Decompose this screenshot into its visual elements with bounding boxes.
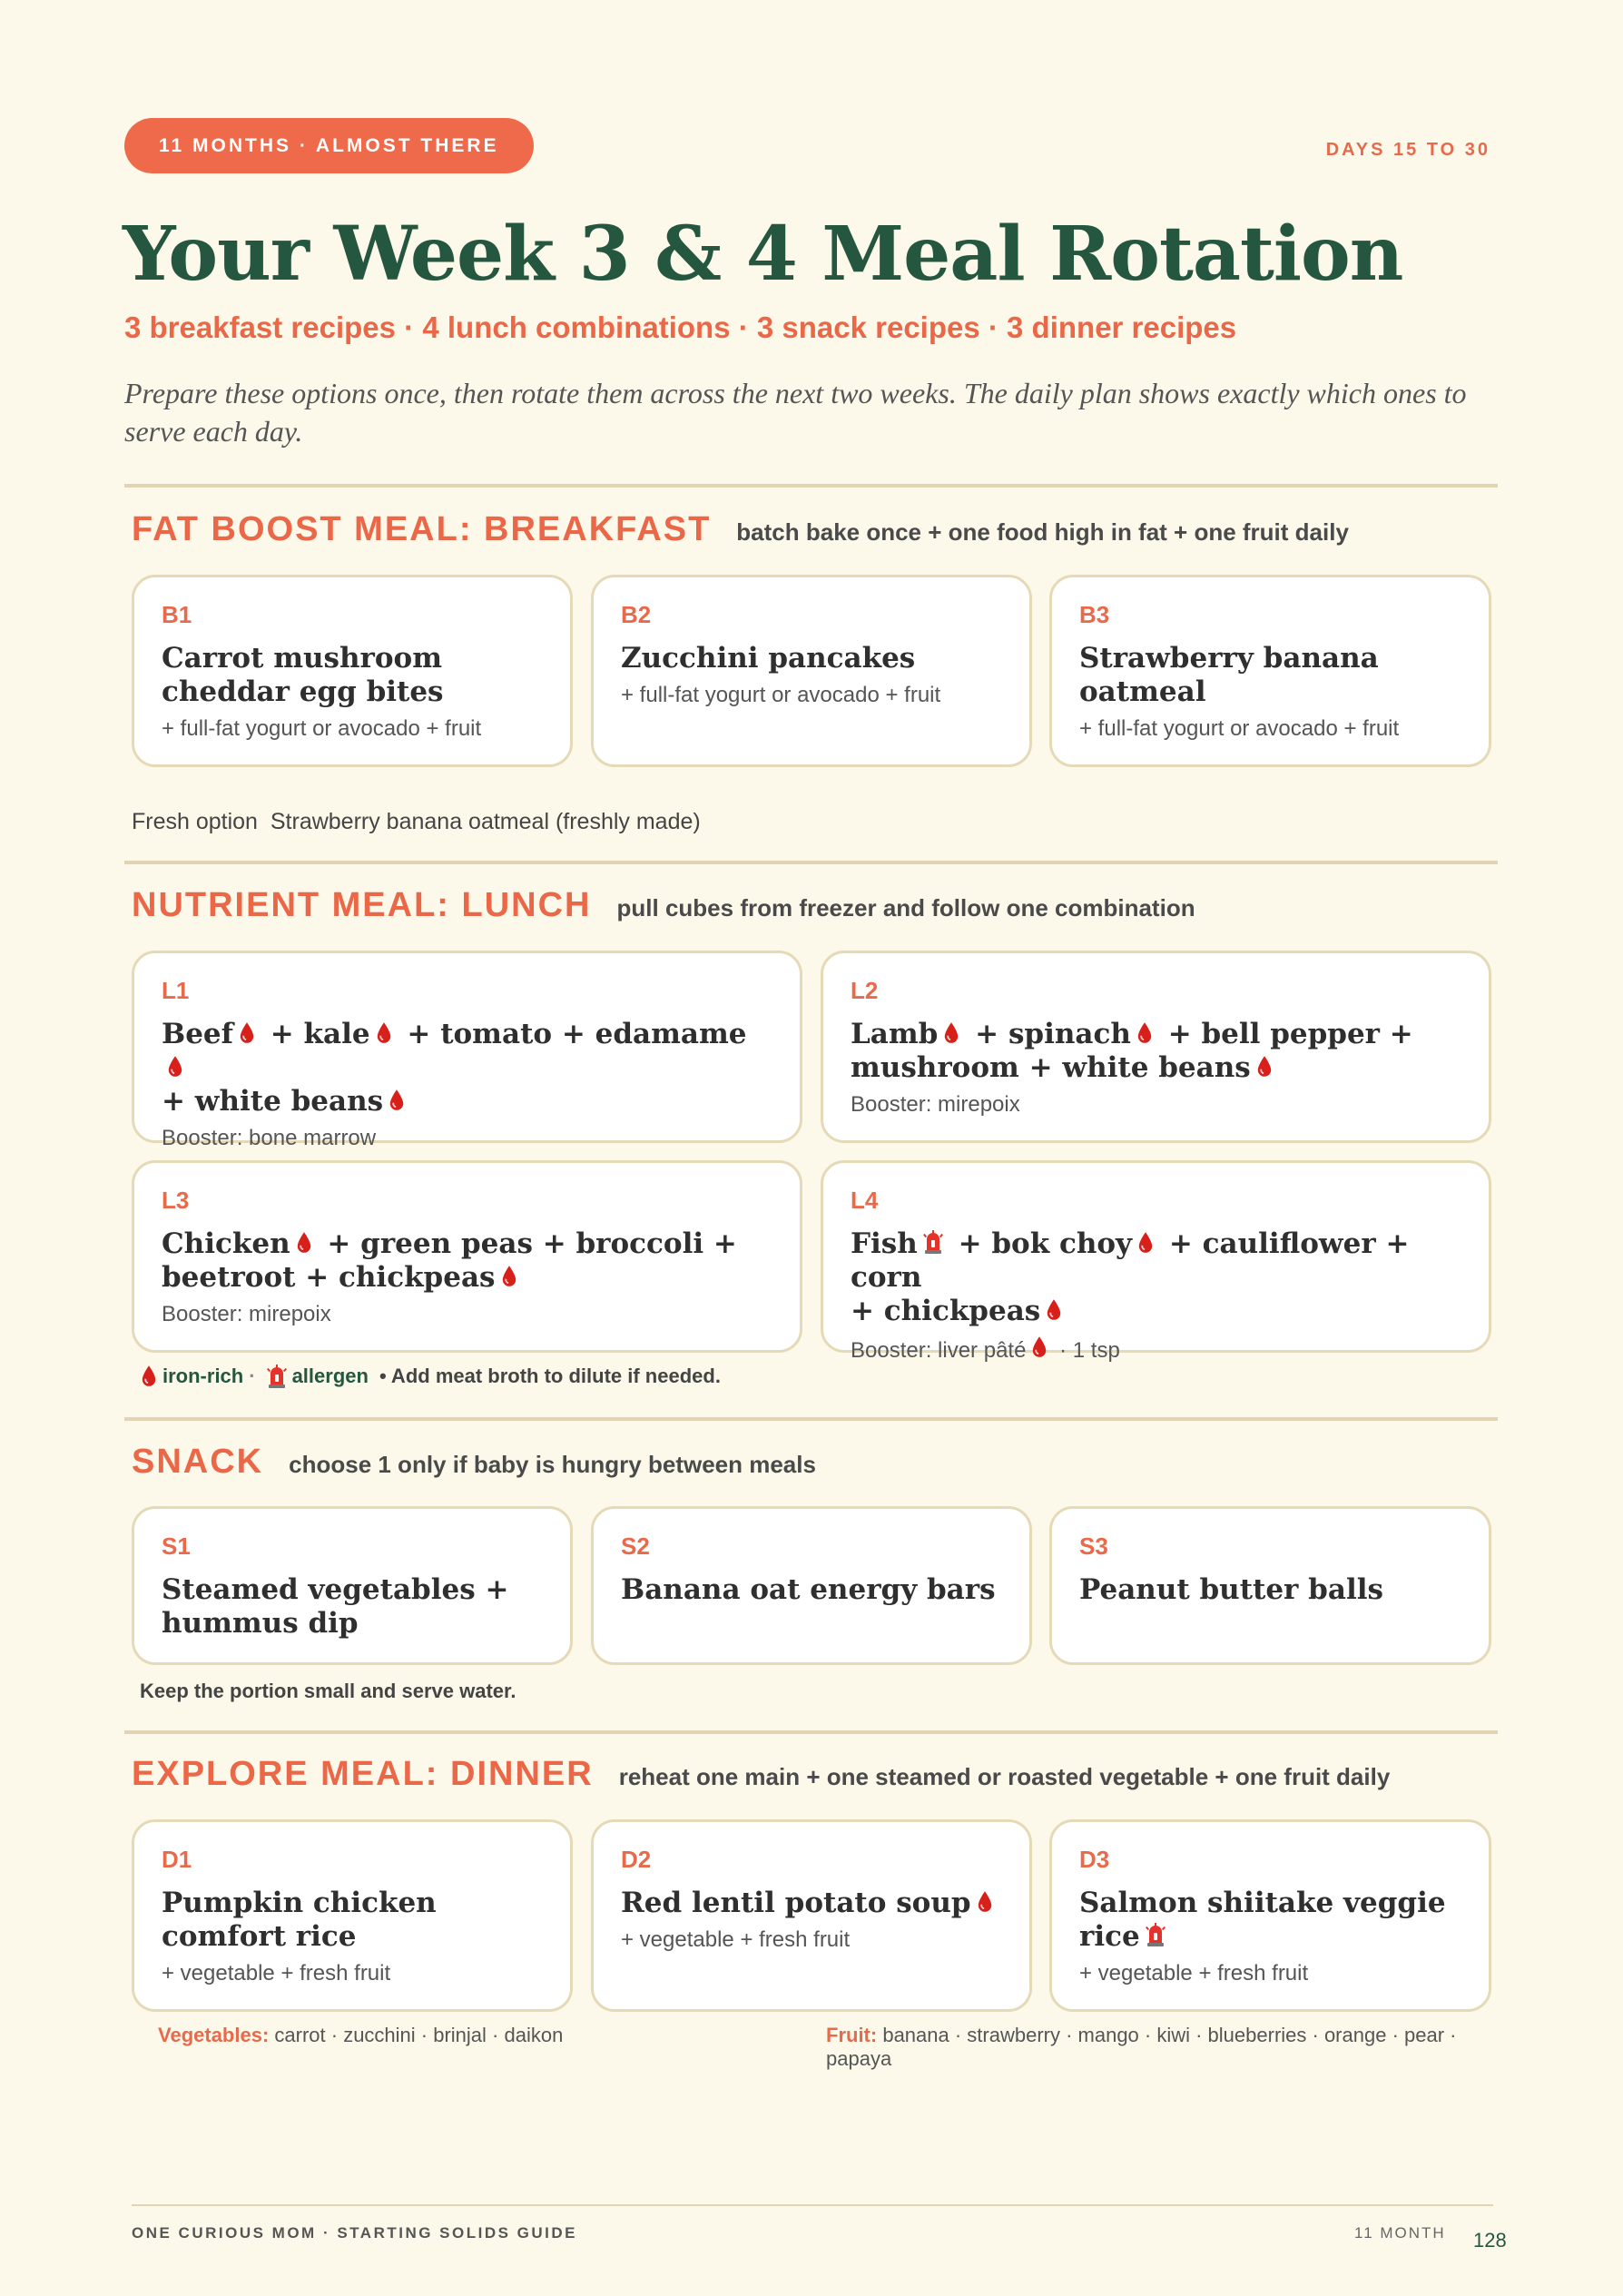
lunch-section-header [132,886,1195,925]
recipe-booster [851,1335,1461,1364]
ingredient: beetroot + chickpeas [162,1261,496,1294]
recipe-name [162,1018,772,1118]
recipe-extra: + full-fat yogurt or avocado + fruit [621,683,941,707]
allergen-alarm-icon [1146,1922,1166,1947]
ingredient: + cauliflower + corn [851,1227,1410,1294]
fresh-option-label: Fresh option [132,809,258,834]
booster-label: Booster: liver pâté [851,1338,1027,1363]
legend-separator: · [249,1365,256,1387]
recipe-extra: + full-fat yogurt or avocado + fruit [162,716,482,741]
recipe-name: Pumpkin chicken comfort rice [162,1887,437,1953]
ingredient: + green peas + broccoli + [327,1227,737,1260]
vegetables-list: carrot · zucchini · brinjal · daikon [274,2024,564,2046]
vegetable-options [158,2024,721,2047]
recipe-booster: Booster: mirepoix [851,1092,1020,1117]
divider [124,861,1498,864]
ingredient: + white beans [162,1085,384,1118]
recipe-code: D2 [621,1846,652,1873]
recipe-card-b3 [1049,575,1491,767]
ingredient: mushroom + white beans [851,1051,1251,1084]
recipe-card-b1 [132,575,573,767]
recipe-code: B1 [162,601,192,628]
footer-divider [132,2204,1493,2206]
fresh-option-value: Strawberry banana oatmeal (freshly made) [270,809,701,834]
vegetables-label: Vegetables: [158,2024,270,2046]
recipe-code: S3 [1079,1532,1108,1560]
dinner-title: EXPLORE MEAL: DINNER [132,1755,594,1793]
recipe-card-l1 [132,951,802,1150]
recipe-name: Zucchini pancakes [621,642,916,675]
ingredient: + tomato + edamame [407,1018,747,1050]
iron-drop-icon [501,1265,517,1288]
dinner-section-header [132,1755,1390,1794]
recipe-code: S1 [162,1532,191,1560]
booster-quantity: · 1 tsp [1059,1338,1120,1363]
snack-note: Keep the portion small and serve water. [140,1680,516,1702]
recipe-code: D3 [1079,1846,1110,1873]
iron-drop-icon [977,1890,993,1914]
recipe-code: L2 [851,977,879,1004]
page-title: Your Week 3 & 4 Meal Rotation [123,211,1403,298]
breakfast-title: FAT BOOST MEAL: BREAKFAST [132,510,712,548]
ingredient: + kale [270,1018,370,1050]
snack-subtitle: choose 1 only if baby is hungry between meals [289,1451,816,1478]
ingredient: + chickpeas [851,1295,1041,1327]
recipe-name: Carrot mushroom cheddar egg bites [162,642,444,708]
recipe-code: L4 [851,1187,879,1214]
recipe-extra: + vegetable + fresh fruit [162,1961,391,1986]
ingredient: Chicken [162,1227,290,1260]
iron-drop-icon [167,1055,183,1079]
recipe-code: L1 [162,977,190,1004]
ingredient: Fish [851,1227,918,1260]
recipe-card-s1 [132,1506,573,1665]
allergen-alarm-icon [267,1364,287,1389]
fruit-options [826,2024,1461,2071]
iron-drop-icon [141,1365,157,1388]
age-pill: 11 MONTHS · ALMOST THERE [124,118,534,173]
snack-section-header [132,1443,816,1482]
divider [124,484,1498,488]
recipe-name [851,1227,1461,1328]
recipe-card-s2 [591,1506,1032,1665]
ingredient: + spinach [975,1018,1131,1050]
recipe-extra: + vegetable + fresh fruit [621,1927,851,1952]
recipe-code: S2 [621,1532,650,1560]
recipe-code: D1 [162,1846,192,1873]
lunch-title: NUTRIENT MEAL: LUNCH [132,886,592,924]
page-number: 128 [1473,2229,1507,2252]
iron-drop-icon [943,1021,959,1045]
iron-drop-icon [1136,1021,1153,1045]
allergen-alarm-icon [923,1229,943,1255]
divider [124,1730,1498,1734]
legend-allergen-label: allergen [291,1365,369,1387]
ingredient: Lamb [851,1018,939,1050]
iron-drop-icon [1031,1335,1048,1359]
icon-legend [141,1364,721,1389]
ingredient: + bell pepper + [1167,1018,1413,1050]
page-subtitle: 3 breakfast recipes · 4 lunch combinations · 3 snack recipes · 3 dinner recipes [124,310,1237,344]
fruit-label: Fruit: [826,2024,878,2046]
legend-iron-label: iron-rich [162,1365,244,1387]
recipe-name: Strawberry banana oatmeal [1079,642,1379,708]
dinner-subtitle: reheat one main + one steamed or roasted vegetable + one fruit daily [618,1763,1391,1790]
recipe-extra: + vegetable + fresh fruit [1079,1961,1309,1986]
recipe-booster: Booster: mirepoix [162,1302,331,1326]
recipe-card-d2 [591,1819,1032,2012]
recipe-code: L3 [162,1187,190,1214]
recipe-card-l2 [821,951,1491,1143]
fresh-option-note [132,809,701,835]
footer-guide-name: ONE CURIOUS MOM · STARTING SOLIDS GUIDE [132,2224,578,2242]
iron-drop-icon [239,1021,255,1045]
lunch-subtitle: pull cubes from freezer and follow one combination [616,894,1195,921]
recipe-name [621,1887,1002,1920]
recipe-name-text: Red lentil potato soup [621,1887,971,1919]
recipe-card-d1 [132,1819,573,2012]
breakfast-subtitle: batch bake once + one food high in fat + one fruit daily [736,518,1349,546]
divider [124,1417,1498,1421]
recipe-code: B3 [1079,601,1110,628]
snack-title: SNACK [132,1443,264,1481]
recipe-name: Steamed vegetables + hummus dip [162,1573,509,1640]
iron-drop-icon [1256,1055,1273,1079]
recipe-card-b2 [591,575,1032,767]
iron-drop-icon [1046,1298,1062,1322]
recipe-code: B2 [621,601,652,628]
iron-drop-icon [1137,1231,1154,1255]
recipe-extra: + full-fat yogurt or avocado + fruit [1079,716,1400,741]
ingredient: + bok choy [958,1227,1133,1260]
recipe-card-d3 [1049,1819,1491,2012]
intro-text: Prepare these options once, then rotate them across the next two weeks. The daily plan shows exactly which ones to serve each day. [124,377,1467,448]
days-range: DAYS 15 TO 30 [1325,140,1490,160]
recipe-card-l3 [132,1160,802,1353]
recipe-name [162,1227,772,1295]
iron-drop-icon [296,1231,312,1255]
recipe-name [1079,1887,1461,1954]
iron-drop-icon [389,1089,405,1112]
iron-drop-icon [376,1021,392,1045]
footer-month: 11 MONTH [1354,2224,1446,2242]
recipe-card-l4 [821,1160,1491,1363]
recipe-booster: Booster: bone marrow [162,1126,377,1150]
recipe-name: Peanut butter balls [1079,1573,1383,1606]
breakfast-section-header [132,510,1349,549]
recipe-name: Banana oat energy bars [621,1573,996,1606]
fruit-list: banana · strawberry · mango · kiwi · blueberries · orange · pear · papaya [826,2024,1457,2070]
recipe-name-text: Salmon shiitake veggie rice [1079,1887,1446,1953]
ingredient: Beef [162,1018,233,1050]
legend-note: • Add meat broth to dilute if needed. [379,1365,721,1387]
recipe-name [851,1018,1461,1085]
recipe-card-s3 [1049,1506,1491,1665]
